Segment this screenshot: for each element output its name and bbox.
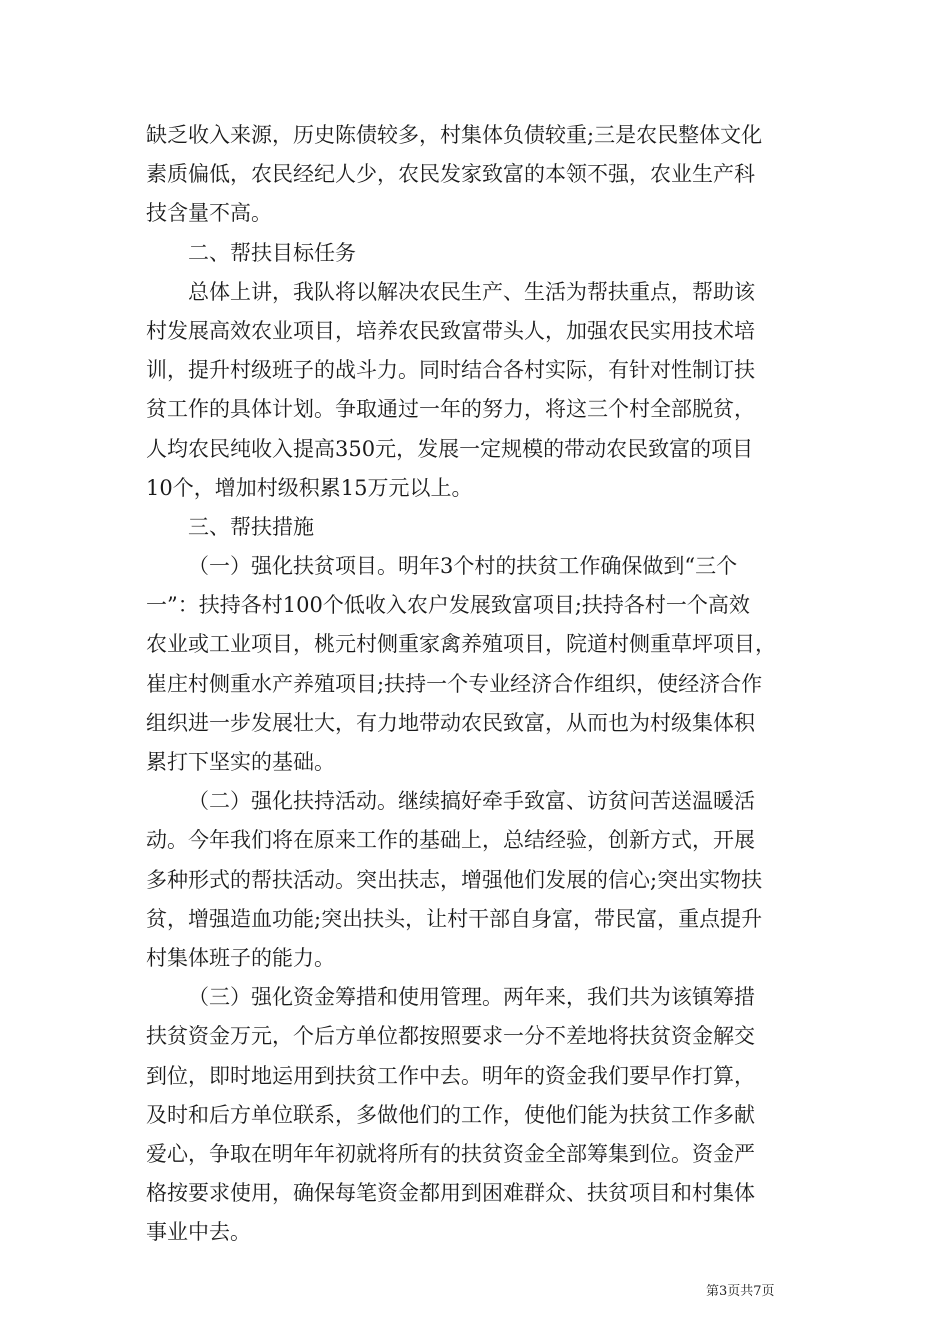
text-line: 贫，增强造血功能;突出扶头，让村干部自身富，带民富，重点提升 xyxy=(146,906,763,931)
section-heading: 三、帮扶措施 xyxy=(188,514,314,539)
text-line: 人均农民纯收入提高350元，发展一定规模的带动农民致富的项目 xyxy=(146,436,754,461)
text-line: 总体上讲，我队将以解决农民生产、生活为帮扶重点，帮助该 xyxy=(188,279,755,304)
document-body xyxy=(146,116,810,1252)
text-line: 格按要求使用，确保每笔资金都用到困难群众、扶贫项目和村集体 xyxy=(146,1181,755,1206)
text-line: 扶贫资金万元，个后方单位都按照要求一分不差地将扶贫资金解交 xyxy=(146,1024,755,1049)
text-line: 训，提升村级班子的战斗力。同时结合各村实际，有针对性制订扶 xyxy=(146,358,755,383)
text-line: 及时和后方单位联系，多做他们的工作，使他们能为扶贫工作多献 xyxy=(146,1102,755,1127)
text-line: 爱心，争取在明年年初就将所有的扶贫资金全部筹集到位。资金严 xyxy=(146,1141,755,1166)
text-line: 动。今年我们将在原来工作的基础上，总结经验，创新方式，开展 xyxy=(146,828,755,853)
text-line: 10个，增加村级积累15万元以上。 xyxy=(146,475,473,500)
text-line: 组织进一步发展壮大，有力地带动农民致富，从而也为村级集体积 xyxy=(146,710,755,735)
text-line: 农业或工业项目，桃元村侧重家禽养殖项目，院道村侧重草坪项目， xyxy=(146,632,776,657)
text-line: 技含量不高。 xyxy=(146,201,272,226)
text-line: 累打下坚实的基础。 xyxy=(146,750,335,774)
text-line: 一”：扶持各村100个低收入农户发展致富项目;扶持各村一个高效 xyxy=(146,593,750,618)
text-line: （一）强化扶贫项目。明年3个村的扶贫工作确保做到“三个 xyxy=(188,554,738,579)
text-line: （二）强化扶持活动。继续搞好牵手致富、访贫问苦送温暖活 xyxy=(188,789,755,814)
section-heading: 二、帮扶目标任务 xyxy=(188,240,356,265)
page-number: 第3页共7页 xyxy=(706,1284,775,1299)
text-line: 事业中去。 xyxy=(146,1220,251,1245)
text-line: 到位，即时地运用到扶贫工作中去。明年的资金我们要早作打算， xyxy=(146,1063,755,1088)
text-line: 村发展高效农业项目，培养农民致富带头人，加强农民实用技术培 xyxy=(146,318,755,343)
text-line: 贫工作的具体计划。争取通过一年的努力，将这三个村全部脱贫， xyxy=(146,397,755,422)
text-line: （三）强化资金筹措和使用管理。两年来，我们共为该镇筹措 xyxy=(188,985,755,1010)
text-line: 崔庄村侧重水产养殖项目;扶持一个专业经济合作组织，使经济合作 xyxy=(146,671,763,696)
text-line: 缺乏收入来源，历史陈债较多，村集体负债较重;三是农民整体文化 xyxy=(146,123,763,147)
text-line: 素质偏低，农民经纪人少，农民发家致富的本领不强，农业生产科 xyxy=(146,162,755,187)
text-line: 多种形式的帮扶活动。突出扶志，增强他们发展的信心;突出实物扶 xyxy=(146,867,763,892)
text-line: 村集体班子的能力。 xyxy=(146,945,335,970)
